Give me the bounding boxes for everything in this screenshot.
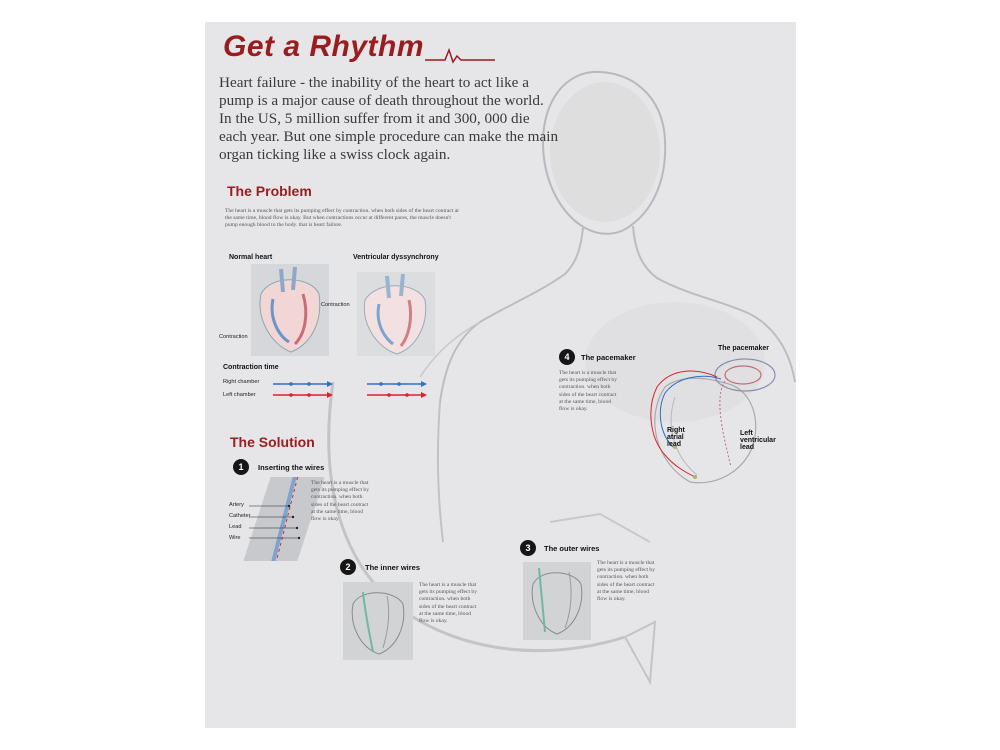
contraction-label-a: Contraction [321, 302, 350, 308]
heartbeat-icon [425, 44, 495, 64]
dyssynchrony-heart-image [357, 272, 435, 356]
right-chamber-label: Right chamber [223, 379, 260, 385]
pacemaker-label: The pacemaker [718, 345, 769, 352]
contraction-label-b: Contraction [219, 334, 248, 340]
step4-number: 4 [559, 349, 575, 365]
step1-title: Inserting the wires [258, 463, 325, 472]
step4-title: The pacemaker [581, 353, 636, 362]
solution-heading: The Solution [230, 434, 315, 450]
step3-title: The outer wires [544, 544, 600, 553]
step3-text: The heart is a muscle that gets its pumping effect by contraction. when both sides of the heart contract at the same time, blood flow is okay. [597, 560, 655, 603]
catheter-label: Catheter [229, 513, 251, 519]
problem-heading: The Problem [227, 183, 312, 199]
dyssynchrony-label: Ventricular dyssynchrony [353, 254, 439, 261]
page-title: Get a Rhythm [223, 30, 425, 63]
contraction-timeline [271, 378, 441, 400]
normal-heart-image [251, 264, 329, 356]
right-atrial-lead-label: Right atrial lead [667, 427, 685, 448]
step1-text: The heart is a muscle that gets its pumping effect by contraction. when both sides of the heart contract at the same time, blood flow is okay [311, 480, 369, 523]
step1-label-leaders [249, 504, 305, 540]
normal-heart-label: Normal heart [229, 254, 273, 261]
step2-title: The inner wires [365, 563, 421, 572]
step2-number: 2 [340, 559, 356, 575]
left-ventricular-lead-label: Left ventricular lead [740, 430, 776, 451]
step2-text: The heart is a muscle that gets its pumping effect by contraction. when both sides of the heart contract at the same time, blood flow is okay. [419, 582, 477, 625]
lead-label: Lead [229, 524, 242, 530]
step1-number: 1 [233, 459, 249, 475]
problem-text: The heart is a muscle that gets its pumping effect by contraction. when both sides of the heart contract at the same time, blood flow is okay. But when contractions occur at different paces, the muscle doesn't pump enough blood to the body. that is heart failure. [225, 208, 459, 229]
wire-label: Wire [229, 535, 241, 541]
artery-label: Artery [229, 502, 244, 508]
step4-text: The heart is a muscle that gets its pumping effect by contraction. when both sides of the heart contract at the same time, blood flow is okay. [559, 370, 617, 413]
step2-image [343, 582, 413, 660]
step3-number: 3 [520, 540, 536, 556]
pacemaker-illustration [635, 347, 795, 492]
intro-text: Heart failure - the inability of the heart to act like a pump is a major cause of death throughout the world. In the US, 5 million suffer from it and 300, 000 die each year. But one simple procedure can make the main organ ticking like a swiss clock again. [219, 74, 559, 163]
left-chamber-label: Left chamber [223, 392, 256, 398]
poster [205, 22, 796, 728]
contraction-time-label: Contraction time [223, 364, 279, 371]
step3-image [523, 562, 591, 640]
